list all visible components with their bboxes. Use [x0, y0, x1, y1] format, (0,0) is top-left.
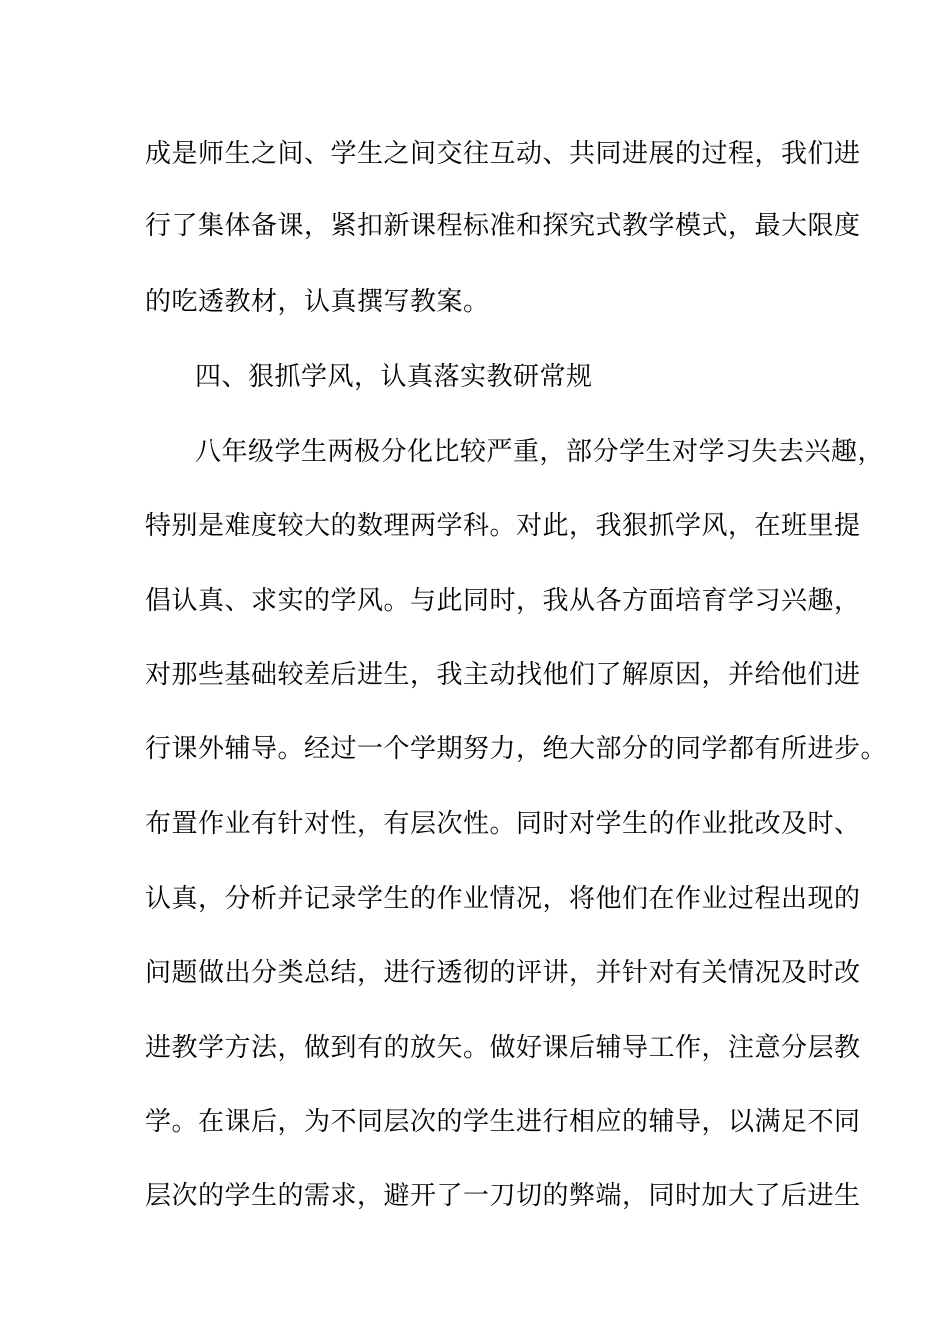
paragraph-line: 进教学方法，做到有的放矢。做好课后辅导工作，注意分层教: [145, 1033, 861, 1063]
paragraph-line: 特别是难度较大的数理两学科。对此，我狠抓学风，在班里提: [145, 511, 861, 541]
paragraph-line: 认真，分析并记录学生的作业情况，将他们在作业过程出现的: [145, 884, 861, 914]
paragraph-line: 八年级学生两极分化比较严重，部分学生对学习失去兴趣，: [195, 437, 885, 467]
section-heading: 四、狠抓学风，认真落实教研常规: [195, 362, 593, 392]
paragraph-line: 布置作业有针对性，有层次性。同时对学生的作业批改及时、: [145, 809, 861, 839]
paragraph-line: 问题做出分类总结，进行透彻的评讲，并针对有关情况及时改: [145, 958, 861, 988]
paragraph-line: 行了集体备课，紧扣新课程标准和探究式教学模式，最大限度: [145, 211, 861, 241]
paragraph-line: 行课外辅导。经过一个学期努力，绝大部分的同学都有所进步。: [145, 734, 888, 764]
paragraph-line: 成是师生之间、学生之间交往互动、共同进展的过程，我们进: [145, 139, 861, 169]
paragraph-line: 倡认真、求实的学风。与此同时，我从各方面培育学习兴趣，: [145, 586, 861, 616]
paragraph-line: 对那些基础较差后进生，我主动找他们了解原因，并给他们进: [145, 660, 861, 690]
paragraph-line: 学。在课后，为不同层次的学生进行相应的辅导，以满足不同: [145, 1107, 861, 1137]
paragraph-line: 层次的学生的需求，避开了一刀切的弊端，同时加大了后进生: [145, 1181, 861, 1211]
paragraph-line: 的吃透教材，认真撰写教案。: [145, 287, 490, 317]
